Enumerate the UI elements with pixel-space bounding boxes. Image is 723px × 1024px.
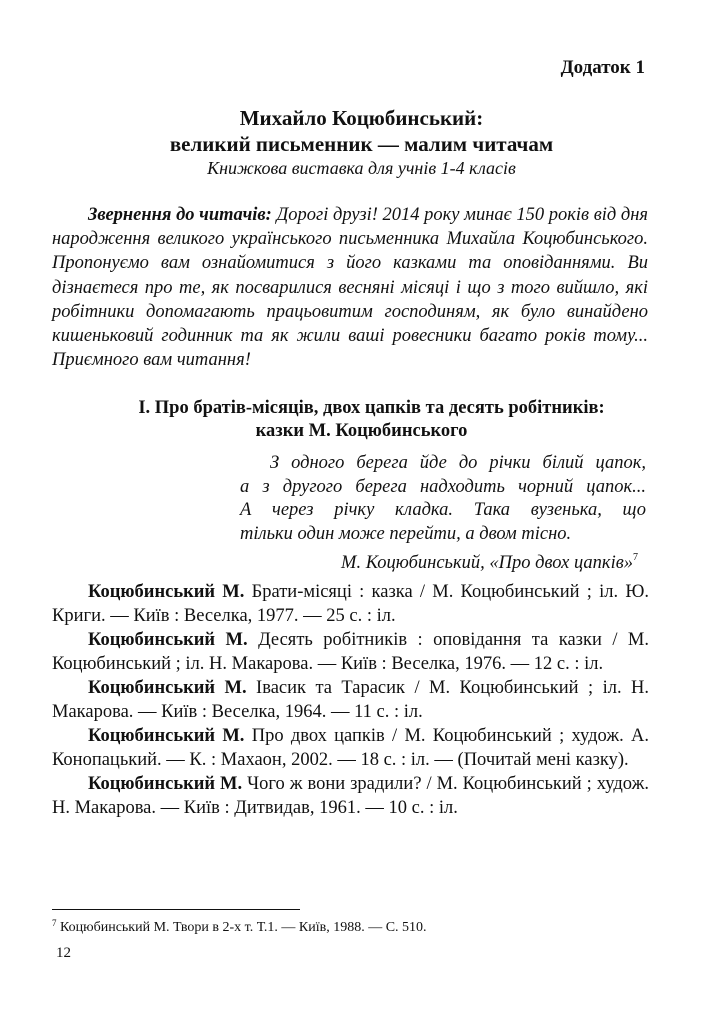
footnote-number: 7 — [52, 918, 57, 928]
exhibition-subtitle: Книжкова виставка для учнів 1-4 класів — [207, 158, 516, 178]
epigraph-author-text: М. Коцюбинський, «Про двох цапків» — [341, 553, 633, 573]
epigraph-line: А через річку кладка. Така вузенька, що — [240, 500, 646, 520]
footnote-text: Коцюбинський М. Твори в 2-х т. Т.1. — Київ, 1988. — С. 510. — [56, 920, 427, 935]
bibliography-entry — [52, 628, 649, 676]
appeal-text: Дорогі друзі! 2014 року минає 150 років від дня народження великого українського письменника Михайла Коцюбинського. Пропонуємо вам ознайомитися з його казками та оповіданнями. Ви дізнаєтеся про те, як посварилися весняні місяці і що з того вийшло, які робітники допомагають працьовитим господиням, як було винайдено кишеньковий годинник та як жили ваші ровесники багато років тому... Приємного вам читання! — [52, 205, 648, 371]
bibliography-entry — [52, 724, 649, 772]
entry-text: Івасик та Тарасик / М. Коцюбинський ; іл. Н. Макарова. — Київ : Веселка, 1964. — 11 с. : іл. — [52, 678, 649, 722]
bibliography-entry — [52, 580, 649, 628]
appeal-lead: Звернення до читачів: — [88, 205, 272, 225]
footnote-divider — [52, 909, 300, 910]
appendix-label: Додаток 1 — [560, 57, 645, 78]
reader-appeal — [52, 203, 648, 372]
epigraph — [240, 452, 646, 576]
bibliography-entry — [52, 676, 649, 724]
entry-author: Коцюбинський М. — [88, 630, 248, 650]
entry-text: Про двох цапків / М. Коцюбинський ; худож. А. Конопацький. — К. : Махаон, 2002. — 18 с. : іл. — (Почитай мені казку). — [52, 726, 649, 770]
epigraph-line: З одного берега йде до річки білий цапок, — [270, 453, 646, 473]
title-line-1: Михайло Коцюбинський: — [239, 106, 484, 130]
section-heading-line-2: казки М. Коцюбинського — [255, 421, 468, 441]
epigraph-line: тільки один може перейти, а двом тісно. — [240, 523, 572, 544]
entry-author: Коцюбинський М. — [88, 678, 247, 698]
page-number: 12 — [56, 945, 71, 961]
entry-author: Коцюбинський М. — [88, 774, 243, 794]
footnote-ref: 7 — [633, 552, 638, 563]
entry-text: Брати-місяці : казка / М. Коцюбинський ; іл. Ю. Криги. — Київ : Веселка, 1977. — 25 с. : іл. — [52, 582, 649, 626]
entry-text: Десять робітників : оповідання та казки / М. Коцюбинський ; іл. Н. Макарова. — Київ : Веселка, 1976. — 12 с. : іл. — [52, 630, 649, 674]
title-line-2: великий письменник — малим читачам — [169, 132, 554, 156]
bibliography-entry — [52, 772, 649, 820]
bibliography-list — [52, 580, 649, 820]
entry-text: Чого ж вони зрадили? / М. Коцюбинський ; худож. Н. Макарова. — Київ : Дитвидав, 1961. — 10 с. : іл. — [52, 774, 649, 818]
section-heading-line-1: І. Про братів-місяців, двох цапків та десять робітників: — [138, 398, 605, 418]
entry-author: Коцюбинський М. — [88, 726, 245, 746]
epigraph-author — [240, 546, 646, 576]
entry-author: Коцюбинський М. — [88, 582, 245, 602]
footnote — [52, 918, 427, 936]
epigraph-line: а з другого берега надходить чорний цапок... — [240, 476, 646, 497]
